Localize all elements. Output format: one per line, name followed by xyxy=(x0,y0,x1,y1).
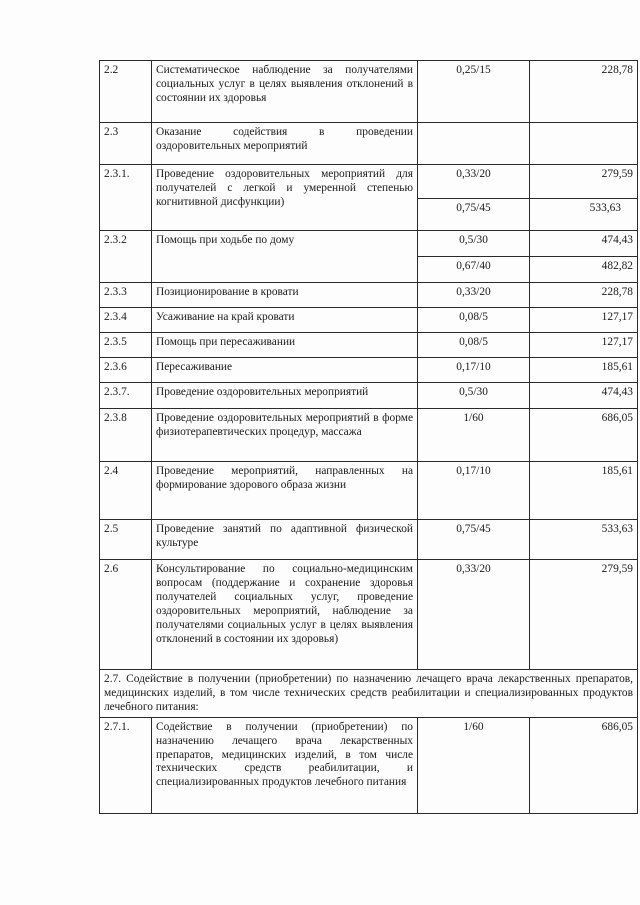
price: 482,82 xyxy=(530,257,638,283)
service-name: Проведение оздоровительных мероприятий в форме физиотерапевтических процедур, массажа xyxy=(152,409,418,462)
row-number: 2.3.8 xyxy=(100,409,152,462)
row-number: 2.3.2 xyxy=(100,231,152,283)
row-number: 2.3.7. xyxy=(100,383,152,409)
time-norm: 0,67/40 xyxy=(418,257,530,283)
time-norm: 0,33/20 xyxy=(418,165,530,199)
time-norm: 0,5/30 xyxy=(418,231,530,257)
section-heading: 2.7. Содействие в получении (приобретении) по назначению лечащего врача лекарственных препаратов, медицинских изделий, в том числе технических средств реабилитации и специализированных продуктов лечебного питания: xyxy=(100,670,638,718)
price: 533,63 xyxy=(530,199,638,231)
table-row xyxy=(100,358,638,383)
service-name: Консультирование по социально-медицинским вопросам (поддержание и сохранение здоровья получателей социальных услуг, проведение оздоровительных мероприятий, наблюдение за получателями социальных услуг в целях выявления отклонений в состоянии их здоровья) xyxy=(152,560,418,670)
row-number: 2.3.5 xyxy=(100,333,152,358)
price: 185,61 xyxy=(530,462,638,520)
table-row xyxy=(100,560,638,670)
price: 686,05 xyxy=(530,717,638,813)
service-name: Помощь при пересаживании xyxy=(152,333,418,358)
price: 228,78 xyxy=(530,283,638,308)
time-norm: 0,75/45 xyxy=(418,199,530,231)
service-name: Пересаживание xyxy=(152,358,418,383)
price: 533,63 xyxy=(530,520,638,560)
time-norm: 1/60 xyxy=(418,409,530,462)
table-row xyxy=(100,61,638,123)
services-table xyxy=(99,60,638,814)
time-norm: 0,08/5 xyxy=(418,308,530,333)
row-number: 2.3.4 xyxy=(100,308,152,333)
table-row xyxy=(100,409,638,462)
service-name: Проведение оздоровительных мероприятий xyxy=(152,383,418,409)
table-row xyxy=(100,462,638,520)
row-number: 2.6 xyxy=(100,560,152,670)
service-name: Проведение занятий по адаптивной физической культуре xyxy=(152,520,418,560)
time-norm: 0,75/45 xyxy=(418,520,530,560)
price: 127,17 xyxy=(530,333,638,358)
row-number: 2.7.1. xyxy=(100,717,152,813)
table-row xyxy=(100,520,638,560)
service-name: Систематическое наблюдение за получателями социальных услуг в целях выявления отклонений в состоянии их здоровья xyxy=(152,61,418,123)
price xyxy=(530,123,638,165)
table-row xyxy=(100,165,638,199)
service-name: Проведение мероприятий, направленных на формирование здорового образа жизни xyxy=(152,462,418,520)
row-number: 2.3.3 xyxy=(100,283,152,308)
time-norm: 0,08/5 xyxy=(418,333,530,358)
table-row xyxy=(100,333,638,358)
price: 686,05 xyxy=(530,409,638,462)
price: 279,59 xyxy=(530,165,638,199)
table-row xyxy=(100,308,638,333)
row-number: 2.3.6 xyxy=(100,358,152,383)
service-name: Усаживание на край кровати xyxy=(152,308,418,333)
service-name: Позиционирование в кровати xyxy=(152,283,418,308)
price: 127,17 xyxy=(530,308,638,333)
table-row xyxy=(100,717,638,813)
time-norm xyxy=(418,123,530,165)
service-name: Содействие в получении (приобретении) по назначению лечащего врача лекарственных препаратов, медицинских изделий, в том числе технических средств реабилитации, и специализированных продуктов лечебного питания xyxy=(152,717,418,813)
row-number: 2.5 xyxy=(100,520,152,560)
time-norm: 0,17/10 xyxy=(418,462,530,520)
time-norm: 0,17/10 xyxy=(418,358,530,383)
service-name: Помощь при ходьбе по дому xyxy=(152,231,418,283)
price: 474,43 xyxy=(530,383,638,409)
row-number: 2.3 xyxy=(100,123,152,165)
service-name: Оказание содействия в проведении оздоровительных мероприятий xyxy=(152,123,418,165)
section-row xyxy=(100,670,638,718)
row-number: 2.3.1. xyxy=(100,165,152,231)
price: 474,43 xyxy=(530,231,638,257)
time-norm: 1/60 xyxy=(418,717,530,813)
table-row xyxy=(100,383,638,409)
time-norm: 0,25/15 xyxy=(418,61,530,123)
price: 228,78 xyxy=(530,61,638,123)
time-norm: 0,5/30 xyxy=(418,383,530,409)
table-row xyxy=(100,283,638,308)
table-row xyxy=(100,231,638,257)
time-norm: 0,33/20 xyxy=(418,283,530,308)
time-norm: 0,33/20 xyxy=(418,560,530,670)
service-name: Проведение оздоровительных мероприятий для получателей с легкой и умеренной степенью когнитивной дисфункции) xyxy=(152,165,418,231)
table-row xyxy=(100,123,638,165)
row-number: 2.4 xyxy=(100,462,152,520)
price: 279,59 xyxy=(530,560,638,670)
price: 185,61 xyxy=(530,358,638,383)
row-number: 2.2 xyxy=(100,61,152,123)
